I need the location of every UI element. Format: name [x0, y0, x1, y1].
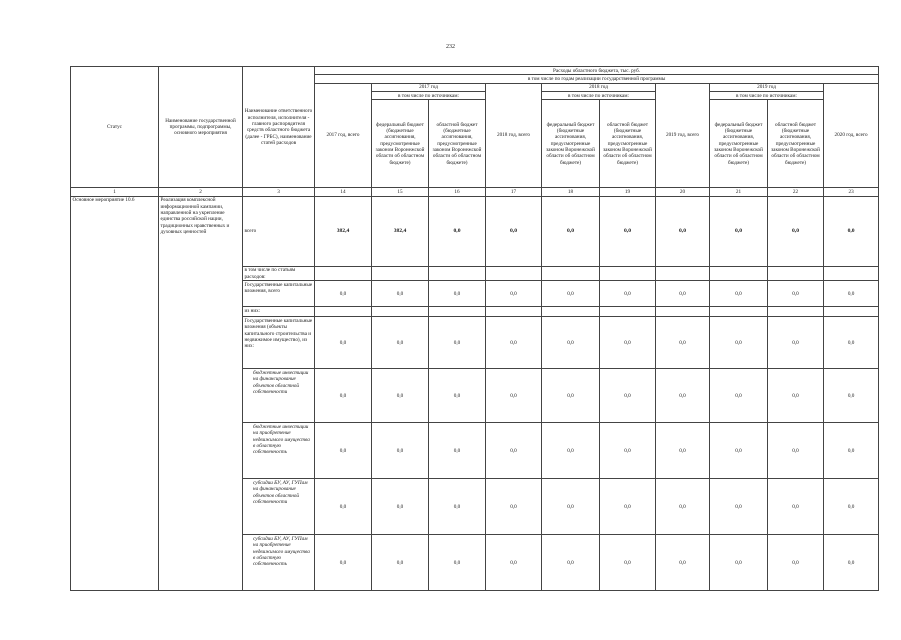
value-cell: 0,0: [429, 196, 486, 266]
column-number: 18: [542, 188, 600, 196]
value-cell: 0,0: [429, 369, 486, 423]
value-cell: 0,0: [656, 317, 710, 369]
value-cell: 0,0: [768, 479, 824, 535]
value-cell: 0,0: [710, 535, 768, 591]
value-cell: 0,0: [542, 369, 600, 423]
header-federal-2017: федеральный бюджет (бюджетные ассигнования, предусмотренные законом Воронежской области об областном бюджете): [372, 100, 429, 188]
value-cell: [429, 307, 486, 317]
value-cell: 382,4: [315, 196, 372, 266]
value-cell: 0,0: [429, 535, 486, 591]
value-cell: 0,0: [429, 479, 486, 535]
header-by-sources-2017: в том числе по источникам:: [372, 92, 486, 100]
value-cell: 0,0: [768, 281, 824, 307]
value-cell: 0,0: [429, 423, 486, 479]
value-cell: 0,0: [542, 196, 600, 266]
value-cell: 0,0: [768, 196, 824, 266]
column-number: 21: [710, 188, 768, 196]
header-year-2017: 2017 год: [372, 83, 486, 91]
value-cell: [429, 266, 486, 281]
value-cell: 0,0: [824, 535, 879, 591]
value-cell: 0,0: [768, 535, 824, 591]
value-cell: 0,0: [768, 423, 824, 479]
value-cell: 0,0: [656, 369, 710, 423]
row-label: субсидии БУ, АУ, ГУПам на финансирование объектов областной собственности: [243, 479, 315, 535]
table-row: [71, 196, 879, 266]
value-cell: 0,0: [600, 479, 656, 535]
budget-table: [70, 66, 879, 591]
header-by-sources-2019: в том числе по источникам:: [710, 92, 824, 100]
value-cell: 0,0: [600, 196, 656, 266]
header-regional-2019: областной бюджет (бюджетные ассигнования, предусмотренные законом Воронежской области об областном бюджете): [768, 100, 824, 188]
header-total-2019: 2019 год, всего: [656, 83, 710, 188]
header-by-years: в том числе по годам реализации государственной программы: [315, 75, 879, 83]
column-number: 14: [315, 188, 372, 196]
value-cell: 0,0: [656, 479, 710, 535]
column-number: 22: [768, 188, 824, 196]
status-cell: Основное мероприятие 10.6: [71, 196, 159, 591]
column-number: 16: [429, 188, 486, 196]
value-cell: 0,0: [372, 423, 429, 479]
header-regional-2018: областной бюджет (бюджетные ассигнования, предусмотренные законом Воронежской области об областном бюджете): [600, 100, 656, 188]
value-cell: 0,0: [315, 423, 372, 479]
value-cell: 0,0: [824, 479, 879, 535]
value-cell: 0,0: [824, 423, 879, 479]
header-total-2020: 2020 год, всего: [824, 83, 879, 188]
row-label: в том числе по статьям расходов:: [243, 266, 315, 281]
header-executor: Наименование ответственного исполнителя, исполнителя - главного распорядителя средств областного бюджета (далее - ГРБС), наименование статей расходов: [243, 67, 315, 188]
row-label: всего: [243, 196, 315, 266]
value-cell: 0,0: [656, 196, 710, 266]
value-cell: 0,0: [824, 281, 879, 307]
header-program-name: Наименование государственной программы, подпрограммы, основного мероприятия: [159, 67, 243, 188]
column-number: 19: [600, 188, 656, 196]
value-cell: 0,0: [486, 479, 542, 535]
value-cell: [372, 307, 429, 317]
value-cell: 0,0: [710, 196, 768, 266]
value-cell: 0,0: [486, 317, 542, 369]
value-cell: 0,0: [315, 281, 372, 307]
row-label: бюджетные инвестиции на финансирование объектов областной собственности: [243, 369, 315, 423]
value-cell: 0,0: [710, 369, 768, 423]
header-total-2018: 2018 год, всего: [486, 83, 542, 188]
value-cell: 0,0: [542, 281, 600, 307]
value-cell: 0,0: [600, 369, 656, 423]
value-cell: [486, 266, 542, 281]
value-cell: [542, 266, 600, 281]
program-cell: Реализация комплексной информационной кампании, направленной на укрепление единства российской нации, традиционных нравственных и духовных ценностей: [159, 196, 243, 591]
value-cell: 0,0: [486, 535, 542, 591]
row-label: Государственные капитальные вложения (объекты капитального строительства и недвижимое имущество), из них:: [243, 317, 315, 369]
value-cell: 0,0: [542, 479, 600, 535]
value-cell: 0,0: [372, 317, 429, 369]
value-cell: [710, 266, 768, 281]
value-cell: 0,0: [315, 369, 372, 423]
value-cell: [372, 266, 429, 281]
row-label: из них:: [243, 307, 315, 317]
value-cell: 0,0: [768, 317, 824, 369]
column-number: 17: [486, 188, 542, 196]
value-cell: [315, 307, 372, 317]
value-cell: 0,0: [824, 317, 879, 369]
value-cell: 0,0: [824, 196, 879, 266]
value-cell: 0,0: [486, 369, 542, 423]
value-cell: 0,0: [372, 535, 429, 591]
header-expenses-title: Расходы областного бюджета, тыс. руб.: [315, 67, 879, 75]
value-cell: 0,0: [429, 317, 486, 369]
value-cell: 0,0: [824, 369, 879, 423]
value-cell: [600, 307, 656, 317]
header-federal-2018: федеральный бюджет (бюджетные ассигнования, предусмотренные законом Воронежской области об областном бюджете): [542, 100, 600, 188]
value-cell: 0,0: [315, 317, 372, 369]
value-cell: 0,0: [315, 479, 372, 535]
row-label: Государственные капитальные вложения, всего: [243, 281, 315, 307]
value-cell: 0,0: [372, 369, 429, 423]
value-cell: [768, 307, 824, 317]
column-number: 23: [824, 188, 879, 196]
value-cell: [824, 266, 879, 281]
value-cell: 0,0: [542, 535, 600, 591]
value-cell: 0,0: [656, 281, 710, 307]
value-cell: 0,0: [710, 317, 768, 369]
column-number: 1: [71, 188, 159, 196]
value-cell: 0,0: [656, 423, 710, 479]
value-cell: 0,0: [600, 281, 656, 307]
value-cell: 0,0: [600, 317, 656, 369]
column-number-row: [71, 188, 879, 196]
value-cell: 0,0: [542, 423, 600, 479]
value-cell: 382,4: [372, 196, 429, 266]
value-cell: 0,0: [656, 535, 710, 591]
value-cell: 0,0: [542, 317, 600, 369]
value-cell: 0,0: [486, 196, 542, 266]
column-number: 2: [159, 188, 243, 196]
value-cell: [486, 307, 542, 317]
value-cell: 0,0: [429, 281, 486, 307]
row-label: бюджетные инвестиции на приобретение недвижимого имущества в областную собственность: [243, 423, 315, 479]
column-number: 20: [656, 188, 710, 196]
value-cell: 0,0: [315, 535, 372, 591]
value-cell: [656, 266, 710, 281]
header-regional-2017: областной бюджет (бюджетные ассигнования, предусмотренные законом Воронежской области об областном бюджете): [429, 100, 486, 188]
header-year-2019: 2019 год: [710, 83, 824, 91]
value-cell: [824, 307, 879, 317]
value-cell: [656, 307, 710, 317]
header-status: Статус: [71, 67, 159, 188]
value-cell: 0,0: [768, 369, 824, 423]
column-number: 15: [372, 188, 429, 196]
value-cell: 0,0: [600, 423, 656, 479]
value-cell: 0,0: [486, 281, 542, 307]
header-total-2017: 2017 год, всего: [315, 83, 372, 188]
header-federal-2019: федеральный бюджет (бюджетные ассигнования, предусмотренные законом Воронежской области об областном бюджете): [710, 100, 768, 188]
value-cell: [542, 307, 600, 317]
value-cell: [768, 266, 824, 281]
value-cell: 0,0: [372, 479, 429, 535]
value-cell: [710, 307, 768, 317]
value-cell: 0,0: [710, 423, 768, 479]
column-number: 3: [243, 188, 315, 196]
value-cell: 0,0: [710, 281, 768, 307]
value-cell: 0,0: [710, 479, 768, 535]
value-cell: [600, 266, 656, 281]
value-cell: 0,0: [486, 423, 542, 479]
value-cell: [315, 266, 372, 281]
header-by-sources-2018: в том числе по источникам:: [542, 92, 656, 100]
header-year-2018: 2018 год: [542, 83, 656, 91]
value-cell: 0,0: [600, 535, 656, 591]
page-number: 232: [446, 44, 455, 50]
value-cell: 0,0: [372, 281, 429, 307]
row-label: субсидии БУ, АУ, ГУПам на приобретение недвижимого имущества в областную собственность: [243, 535, 315, 591]
